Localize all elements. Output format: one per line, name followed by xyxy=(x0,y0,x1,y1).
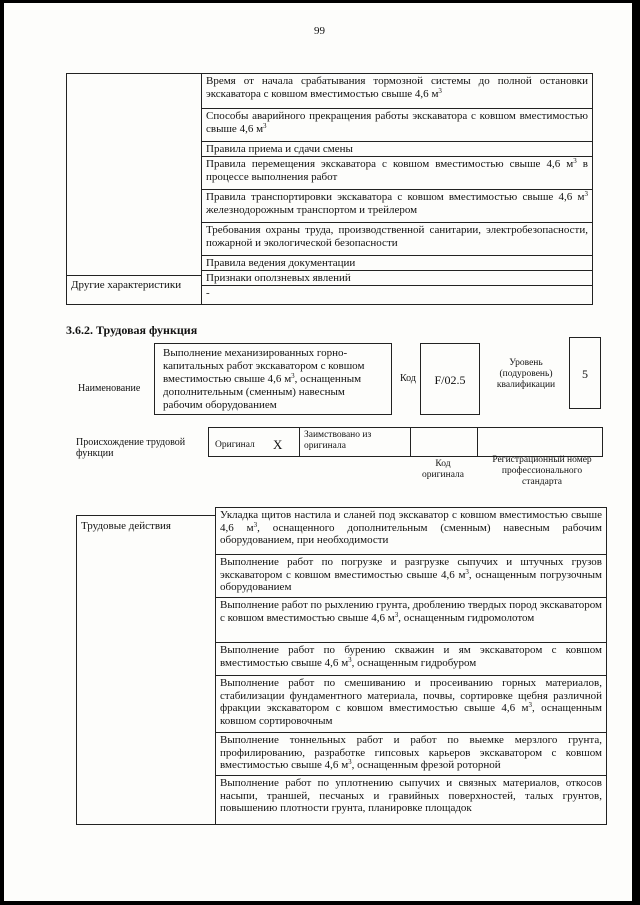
origin-reg-cell xyxy=(477,427,603,457)
work-action-row: Выполнение работ по бурению скважин и ям экскаватором с ковшом вместимостью свыше 4,6 $м^3$, оснащенным гидробуром xyxy=(215,642,607,676)
knowledge-row: Способы аварийного прекращения работы экскаватора с ковшом вместимостью свыше 4,6 $м^3$ xyxy=(201,108,593,142)
work-action-row: Выполнение работ по уплотнению сыпучих и связных материалов, откосов насыпи, траншей, песчаных и гравийных поверхностей, талых грунтов, повышению плотности грунта, планировке площадок xyxy=(215,775,607,825)
other-characteristics-label: Другие характеристики xyxy=(66,275,202,305)
top-table-left-column xyxy=(66,73,202,276)
qualification-level: 5 xyxy=(569,337,601,409)
code-label: Код xyxy=(400,373,416,384)
name-label: Наименование xyxy=(78,383,141,394)
knowledge-row: Правила ведения документации xyxy=(201,255,593,271)
knowledge-row: Признаки оползневых явлений xyxy=(201,270,593,286)
origin-label: Происхождение трудовой функции xyxy=(76,437,186,459)
original-label: Оригинал xyxy=(215,440,255,450)
knowledge-row: Правила транспортировки экскаватора с ковшом вместимостью свыше 4,6 $м^3$ железнодорожным транспортом и трейлером xyxy=(201,189,593,223)
origin-original-cell xyxy=(208,427,300,457)
code-of-original-caption: Код оригинала xyxy=(422,459,464,480)
knowledge-row: Требования охраны труда, производственной санитарии, электробезопасности, пожарной и экологической безопасности xyxy=(201,222,593,256)
function-name: Выполнение механизированных горно-капитальных работ экскаватором с ковшом вместимостью свыше 4,6 $м^3$, оснащенным дополнительным (сменным) навесным рабочим оборудованием xyxy=(154,343,392,415)
section-title: 3.6.2. Трудовая функция xyxy=(66,323,198,337)
knowledge-row: Правила приема и сдачи смены xyxy=(201,141,593,157)
page-number: 99 xyxy=(314,25,325,37)
knowledge-row: Время от начала срабатывания тормозной системы до полной остановки экскаватора с ковшом вместимостью свыше 4,6 $м^3$ xyxy=(201,73,593,109)
qualification-level-label: Уровень (подуровень) квалификации xyxy=(496,358,556,390)
work-action-row: Укладка щитов настила и сланей под экскаватор с ковшом вместимостью свыше 4,6 $м^3$, оснащенного дополнительным (сменным) навесным рабочим оборудованием, при необходимости xyxy=(215,507,607,555)
work-action-row: Выполнение работ по смешиванию и просеиванию горных материалов, стабилизации фундаментного материала, почвы, сортировке щебня различной фракции экскаватором с ковшом вместимостью свыше 4,6 $м^3$, оснащенным ковшом сортировочным xyxy=(215,675,607,733)
document-page xyxy=(4,3,632,901)
registration-number-caption: Регистрационный номер профессионального стандарта xyxy=(492,455,592,487)
original-mark: X xyxy=(273,437,283,452)
work-actions-label: Трудовые действия xyxy=(76,515,216,825)
work-action-row: Выполнение тоннельных работ и работ по выемке мерзлого грунта, профилированию, разработке гипсовых карьеров экскаватором с ковшом вместимостью свыше 4,6 $м^3$, оснащенным фрезой роторной xyxy=(215,732,607,776)
function-code: F/02.5 xyxy=(420,343,480,415)
borrowed-label: Заимствовано из оригинала xyxy=(299,427,411,457)
work-action-row: Выполнение работ по рыхлению грунта, дроблению твердых пород экскаватором с ковшом вместимостью свыше 4,6 $м^3$, оснащенным гидромолотом xyxy=(215,597,607,643)
other-characteristics-value: - xyxy=(201,285,593,305)
origin-code-cell xyxy=(410,427,478,457)
knowledge-row: Правила перемещения экскаватора с ковшом вместимостью свыше 4,6 $м^3$ в процессе выполнения работ xyxy=(201,156,593,190)
work-action-row: Выполнение работ по погрузке и разгрузке сыпучих и штучных грузов экскаватором с ковшом вместимостью свыше 4,6 $м^3$, оснащенным погрузочным оборудованием xyxy=(215,554,607,598)
